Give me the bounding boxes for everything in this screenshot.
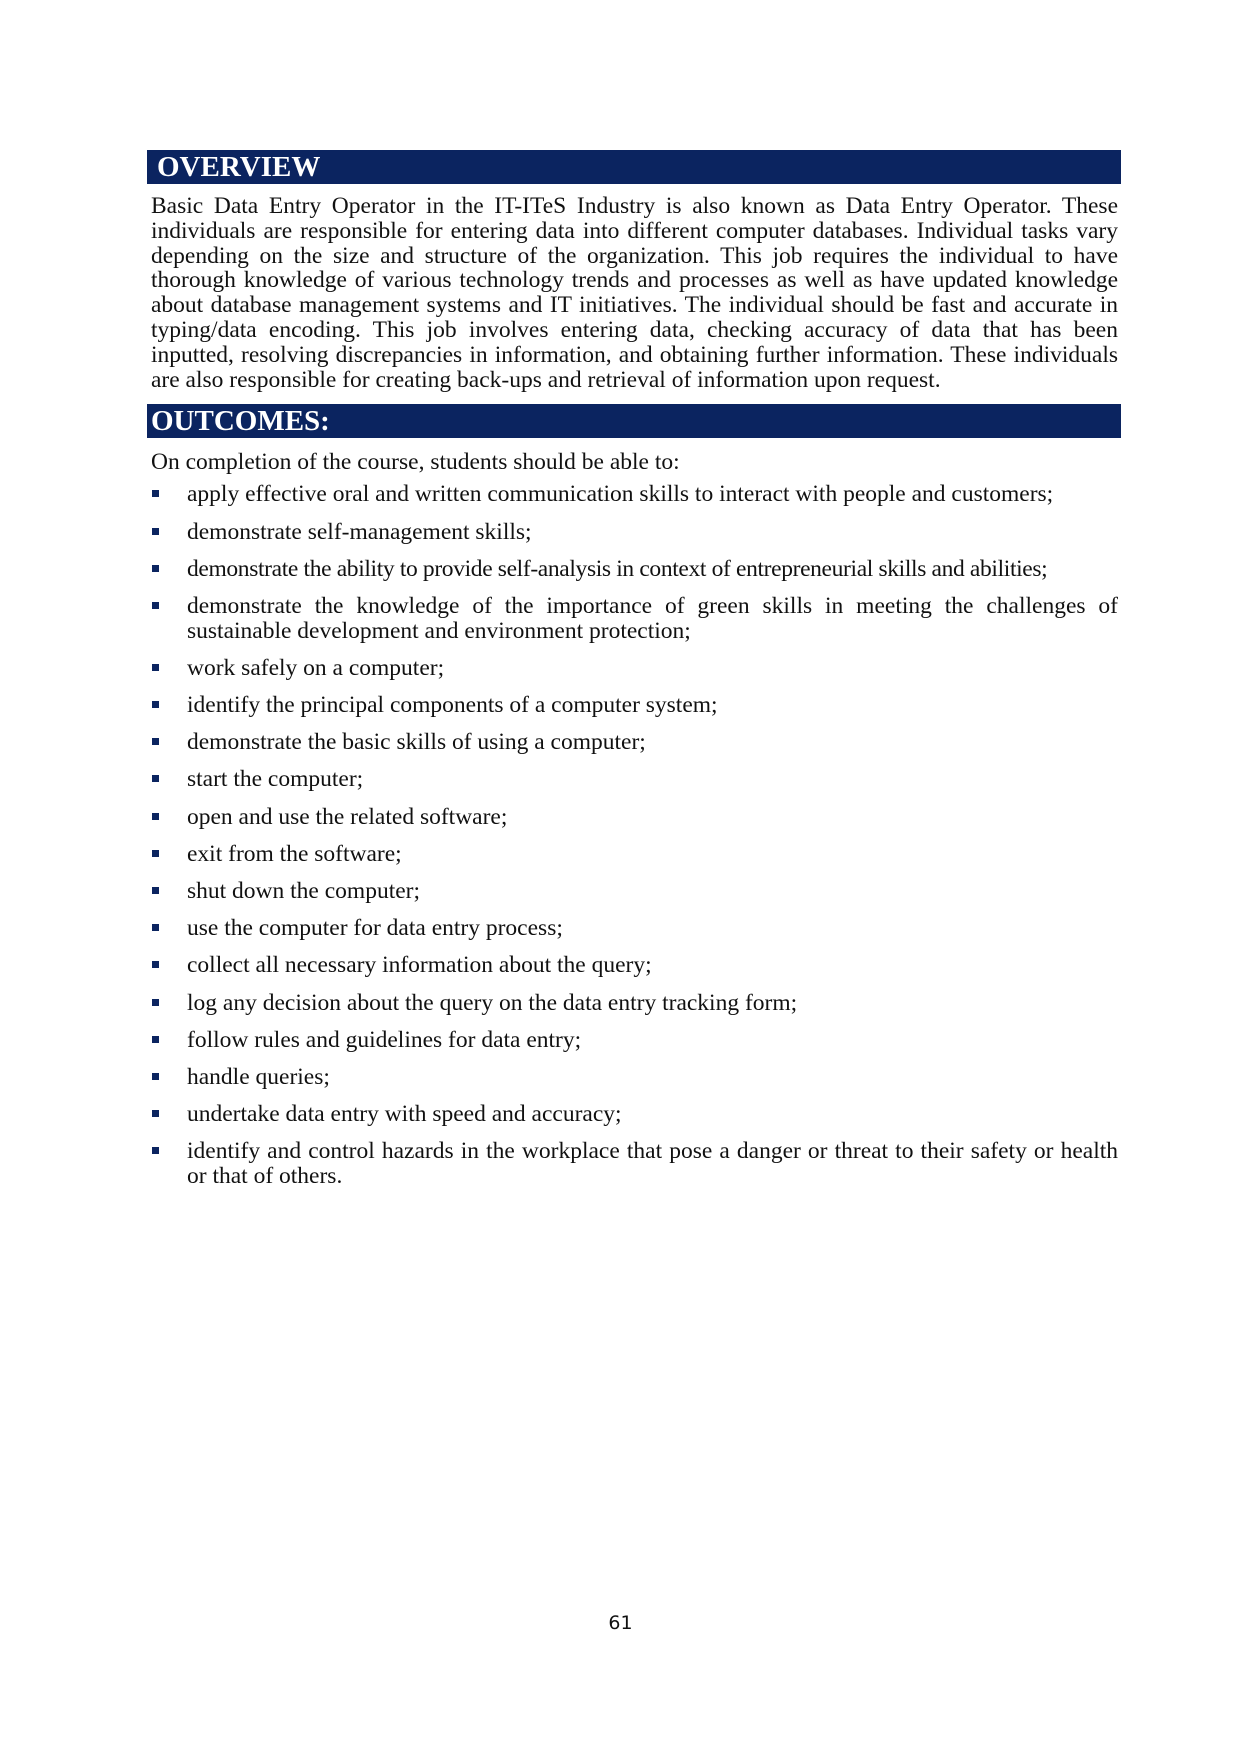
square-bullet-icon: [152, 813, 159, 820]
square-bullet-icon: [152, 738, 159, 745]
list-item-text: identify the principal components of a computer system;: [187, 692, 718, 719]
list-item: [147, 730, 1121, 755]
list-item-text: demonstrate the ability to provide self-analysis in context of entrepreneurial skills and abilities;: [187, 555, 1048, 582]
square-bullet-icon: [152, 999, 159, 1006]
list-item: [147, 1028, 1121, 1053]
page-number: 61: [608, 1612, 633, 1634]
square-bullet-icon: [152, 602, 159, 609]
square-bullet-icon: [152, 664, 159, 671]
list-item-text: demonstrate the knowledge of the importance of green skills in meeting the challenges of sustainable development and environment protection;: [187, 592, 1118, 644]
list-item-text: exit from the software;: [187, 840, 402, 867]
square-bullet-icon: [152, 1036, 159, 1043]
square-bullet-icon: [152, 924, 159, 931]
list-item: [147, 991, 1121, 1016]
list-item: [147, 520, 1121, 545]
list-item-text: log any decision about the query on the data entry tracking form;: [187, 989, 798, 1016]
overview-heading: OVERVIEW: [147, 150, 1121, 184]
square-bullet-icon: [152, 490, 159, 497]
list-item: [147, 805, 1121, 830]
square-bullet-icon: [152, 565, 159, 572]
list-item-text: open and use the related software;: [187, 803, 508, 830]
list-item: [147, 1139, 1121, 1189]
list-item-text: start the computer;: [187, 766, 364, 793]
list-item-text: collect all necessary information about the query;: [187, 952, 652, 979]
list-item: [147, 879, 1121, 904]
square-bullet-icon: [152, 961, 159, 968]
list-item: [147, 1065, 1121, 1090]
list-item-text: identify and control hazards in the workplace that pose a danger or threat to their safety or health or that of others.: [187, 1138, 1118, 1190]
outcomes-heading: OUTCOMES:: [147, 404, 1121, 438]
square-bullet-icon: [152, 1147, 159, 1154]
list-item-text: apply effective oral and written communication skills to interact with people and customers;: [187, 481, 1054, 508]
list-item: [147, 693, 1121, 718]
square-bullet-icon: [152, 850, 159, 857]
list-item: [147, 916, 1121, 941]
square-bullet-icon: [152, 1073, 159, 1080]
list-item: [147, 842, 1121, 867]
list-item-text: follow rules and guidelines for data entry;: [187, 1026, 582, 1053]
list-item-text: undertake data entry with speed and accuracy;: [187, 1101, 622, 1128]
list-item: [147, 1102, 1121, 1127]
square-bullet-icon: [152, 887, 159, 894]
square-bullet-icon: [152, 528, 159, 535]
list-item-text: handle queries;: [187, 1063, 330, 1090]
outcomes-list: [147, 482, 1121, 1189]
list-item: [147, 953, 1121, 978]
list-item-text: work safely on a computer;: [187, 654, 445, 681]
square-bullet-icon: [152, 775, 159, 782]
square-bullet-icon: [152, 1110, 159, 1117]
square-bullet-icon: [152, 701, 159, 708]
list-item-text: use the computer for data entry process;: [187, 915, 563, 942]
list-item: [147, 557, 1121, 582]
outcomes-intro: On completion of the course, students should be able to:: [151, 449, 680, 476]
list-item: [147, 767, 1121, 792]
document-body: [147, 150, 1121, 1201]
list-item-text: demonstrate the basic skills of using a computer;: [187, 729, 646, 756]
overview-paragraph: Basic Data Entry Operator in the IT-ITeS Industry is also known as Data Entry Operator. These individuals are responsible for entering data into different computer databases. Individual tasks vary depending on the size and structure of the organization. This job requires the individual to have thorough knowledge of various technology trends and processes as well as have updated knowledge about database management systems and IT initiatives. The individual should be fast and accurate in typing/data encoding. This job involves entering data, checking accuracy of data that has been inputted, resolving discrepancies in information, and obtaining further information. These individuals are also responsible for creating back-ups and retrieval of information upon request.: [151, 193, 1118, 393]
list-item-text: shut down the computer;: [187, 878, 421, 905]
list-item: [147, 482, 1121, 507]
list-item: [147, 594, 1121, 644]
list-item-text: demonstrate self-management skills;: [187, 518, 532, 545]
list-item: [147, 656, 1121, 681]
